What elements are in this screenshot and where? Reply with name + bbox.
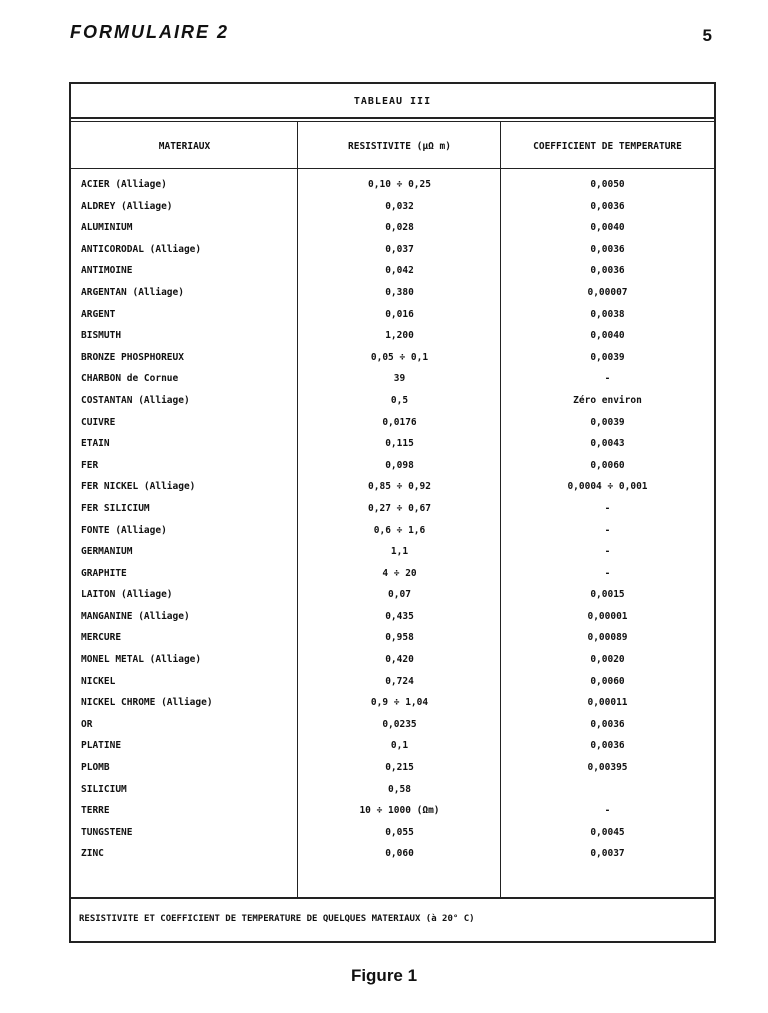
resistivity-cell: 0,0235	[382, 718, 417, 730]
coefficient-cell: 0,0039	[590, 416, 625, 428]
table-row	[71, 520, 714, 542]
resistivity-cell: 0,028	[385, 222, 414, 234]
page-header	[70, 22, 712, 48]
coefficient-cell: 0,00011	[587, 697, 628, 709]
coefficient-cell: 0,0036	[590, 740, 625, 752]
page-number: 5	[702, 26, 712, 45]
material-cell: TERRE	[81, 805, 110, 817]
material-cell: LAITON (Alliage)	[81, 589, 173, 601]
material-cell: ALDREY (Alliage)	[81, 200, 173, 212]
material-cell: OR	[81, 718, 93, 730]
material-cell: ETAIN	[81, 438, 110, 450]
material-cell: ARGENTAN (Alliage)	[81, 286, 184, 298]
table-row	[71, 217, 714, 239]
coefficient-cell: -	[604, 805, 611, 817]
coefficient-cell: -	[604, 567, 611, 579]
resistivity-cell: 0,1	[390, 740, 409, 752]
table-row	[71, 757, 714, 779]
resistivity-cell: 39	[393, 373, 406, 385]
table-row	[71, 476, 714, 498]
resistivity-cell: 0,724	[385, 675, 414, 687]
resistivity-table	[69, 82, 716, 943]
coefficient-cell: -	[604, 524, 611, 536]
material-cell: CHARBON de Cornue	[81, 373, 179, 385]
table-header-row	[71, 124, 714, 169]
table-row	[71, 304, 714, 326]
material-cell: GRAPHITE	[81, 567, 127, 579]
material-cell: GERMANIUM	[81, 546, 133, 558]
table-body	[71, 174, 714, 865]
resistivity-cell: 0,85 ÷ 0,92	[368, 481, 431, 493]
table-row	[71, 412, 714, 434]
table-row	[71, 239, 714, 261]
resistivity-cell: 0,9 ÷ 1,04	[370, 697, 429, 709]
table-row	[71, 822, 714, 844]
material-cell: BISMUTH	[81, 330, 122, 342]
material-cell: CUIVRE	[81, 416, 116, 428]
coefficient-cell: 0,0050	[590, 179, 625, 190]
resistivity-cell: 1,1	[390, 546, 409, 558]
table-row	[71, 260, 714, 282]
coefficient-cell: -	[604, 546, 611, 558]
resistivity-cell: 0,060	[385, 848, 414, 860]
coefficient-cell: 0,0043	[590, 438, 625, 450]
coefficient-cell: Zéro environ	[573, 394, 642, 406]
material-cell: ZINC	[81, 848, 104, 860]
resistivity-cell: 0,042	[385, 265, 414, 277]
coefficient-cell: 0,00001	[587, 610, 628, 622]
coefficient-cell: -	[604, 373, 611, 385]
resistivity-cell: 0,016	[385, 308, 414, 320]
resistivity-cell: 0,5	[390, 394, 409, 406]
coefficient-cell: 0,0040	[590, 222, 625, 234]
table-title-divider	[71, 121, 714, 122]
resistivity-cell: 0,05 ÷ 0,1	[370, 351, 429, 363]
material-cell: MONEL METAL (Alliage)	[81, 654, 202, 666]
resistivity-cell: 0,115	[385, 438, 414, 450]
table-footer-note: RESISTIVITE ET COEFFICIENT DE TEMPERATURE DE QUELQUES MATERIAUX (à 20° C)	[71, 897, 714, 941]
coefficient-cell: 0,0060	[590, 675, 625, 687]
column-header-resistivity: RESISTIVITE (μΩ m)	[348, 141, 451, 152]
resistivity-cell: 0,215	[385, 762, 414, 774]
resistivity-cell: 0,10 ÷ 0,25	[368, 179, 431, 190]
resistivity-cell: 0,0176	[382, 416, 417, 428]
table-row	[71, 563, 714, 585]
resistivity-cell: 0,420	[385, 654, 414, 666]
material-cell: ALUMINIUM	[81, 222, 133, 234]
coefficient-cell: 0,0040	[590, 330, 625, 342]
material-cell: NICKEL	[81, 675, 116, 687]
material-cell: PLATINE	[81, 740, 122, 752]
coefficient-cell: 0,0036	[590, 718, 625, 730]
coefficient-cell: 0,0036	[590, 200, 625, 212]
table-row	[71, 843, 714, 865]
material-cell: ANTIMOINE	[81, 265, 133, 277]
table-row	[71, 498, 714, 520]
coefficient-cell: 0,0004 ÷ 0,001	[567, 481, 648, 493]
coefficient-cell: 0,0015	[590, 589, 625, 601]
material-cell: FER SILICIUM	[81, 502, 150, 514]
resistivity-cell: 0,037	[385, 243, 414, 255]
table-row	[71, 196, 714, 218]
table-row	[71, 606, 714, 628]
resistivity-cell: 10 ÷ 1000 (Ωm)	[359, 805, 440, 817]
table-row	[71, 368, 714, 390]
material-cell: TUNGSTENE	[81, 826, 133, 838]
resistivity-cell: 0,27 ÷ 0,67	[368, 502, 431, 514]
resistivity-cell: 0,380	[385, 286, 414, 298]
table-row	[71, 627, 714, 649]
resistivity-cell: 0,435	[385, 610, 414, 622]
resistivity-cell: 0,6 ÷ 1,6	[373, 524, 426, 536]
material-cell: SILICIUM	[81, 783, 127, 795]
coefficient-cell: 0,00089	[587, 632, 628, 644]
resistivity-cell: 0,58	[388, 783, 411, 795]
table-row	[71, 671, 714, 693]
column-header-coefficient: COEFFICIENT DE TEMPERATURE	[533, 141, 682, 152]
resistivity-cell: 4 ÷ 20	[382, 567, 417, 579]
table-row	[71, 325, 714, 347]
material-cell: ACIER (Alliage)	[81, 179, 167, 190]
figure-caption: Figure 1	[350, 966, 418, 985]
table-row	[71, 390, 714, 412]
table-row	[71, 692, 714, 714]
table-row	[71, 649, 714, 671]
table-row	[71, 433, 714, 455]
material-cell: FER NICKEL (Alliage)	[81, 481, 196, 493]
document-title: FORMULAIRE 2	[70, 22, 229, 42]
table-row	[71, 455, 714, 477]
coefficient-cell: 0,0036	[590, 243, 625, 255]
table-row	[71, 174, 714, 196]
table-row	[71, 584, 714, 606]
resistivity-cell: 0,098	[385, 459, 414, 471]
column-header-material: MATERIAUX	[158, 141, 211, 152]
table-row	[71, 282, 714, 304]
material-cell: ANTICORODAL (Alliage)	[81, 243, 202, 255]
coefficient-cell: 0,0037	[590, 848, 625, 860]
coefficient-cell: 0,0060	[590, 459, 625, 471]
coefficient-cell: 0,0020	[590, 654, 625, 666]
coefficient-cell: 0,00007	[587, 286, 628, 298]
coefficient-cell: 0,0036	[590, 265, 625, 277]
material-cell: FONTE (Alliage)	[81, 524, 167, 536]
material-cell: ARGENT	[81, 308, 116, 320]
coefficient-cell: 0,0038	[590, 308, 625, 320]
table-row	[71, 800, 714, 822]
table-title: TABLEAU III	[71, 84, 714, 119]
coefficient-cell: 0,0039	[590, 351, 625, 363]
material-cell: PLOMB	[81, 762, 110, 774]
material-cell: NICKEL CHROME (Alliage)	[81, 697, 213, 709]
table-row	[71, 735, 714, 757]
resistivity-cell: 0,07	[388, 589, 411, 601]
table-row	[71, 347, 714, 369]
table-row	[71, 541, 714, 563]
material-cell: MERCURE	[81, 632, 122, 644]
material-cell: MANGANINE (Alliage)	[81, 610, 190, 622]
resistivity-cell: 0,032	[385, 200, 414, 212]
table-row	[71, 779, 714, 801]
material-cell: FER	[81, 459, 99, 471]
coefficient-cell: 0,00395	[587, 762, 628, 774]
coefficient-cell: 0,0045	[590, 826, 625, 838]
resistivity-cell: 0,055	[385, 826, 414, 838]
resistivity-cell: 1,200	[385, 330, 414, 342]
table-row	[71, 714, 714, 736]
coefficient-cell: -	[604, 502, 611, 514]
material-cell: COSTANTAN (Alliage)	[81, 394, 190, 406]
resistivity-cell: 0,958	[385, 632, 414, 644]
material-cell: BRONZE PHOSPHOREUX	[81, 351, 184, 363]
